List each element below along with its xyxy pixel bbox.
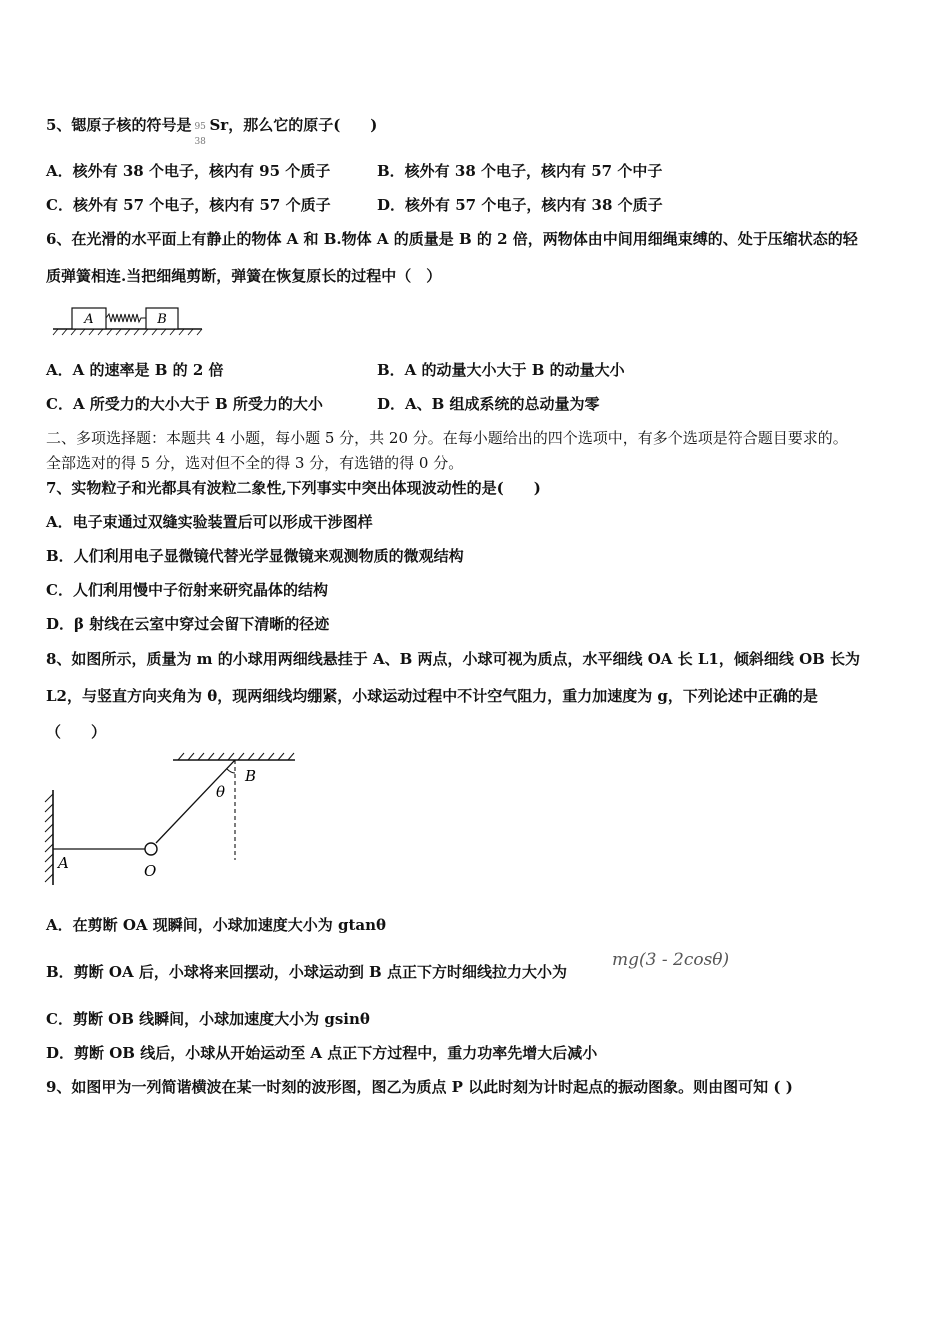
q7-option-b: B．人们利用电子显微镜代替光学显微镜来观测物质的微观结构	[46, 547, 464, 565]
q8-option-b-text: B．剪断 OA 后，小球将来回摆动，小球运动到 B 点正下方时细线拉力大小为	[46, 963, 567, 981]
q6-spring	[106, 314, 146, 322]
q5-option-c: C．核外有 57 个电子，核内有 57 个质子	[46, 196, 331, 214]
q6-block-a-label: A	[84, 312, 94, 327]
q5-prefix: 5、锶原子核的符号是	[46, 116, 192, 134]
q8-label-a: A	[58, 854, 69, 872]
q8-stem-line2: L2，与竖直方向夹角为 θ，现两细线均绷紧，小球运动过程中不计空气阻力，重力加速度为 g，下列论述中正确的是	[46, 687, 818, 705]
q8-option-b-formula: mg(3 - 2cosθ)	[612, 950, 730, 970]
q7-option-c: C．人们利用慢中子衍射来研究晶体的结构	[46, 581, 328, 599]
q6-block-b-label: B	[157, 312, 167, 327]
q8-ceiling-hatch	[178, 753, 294, 760]
q6-ground-hatch	[53, 329, 202, 335]
q6-option-b: B．A 的动量大小大于 B 的动量大小	[377, 361, 625, 379]
q6-stem-line2: 质弹簧相连.当把细绳剪断，弹簧在恢复原长的过程中（ ）	[46, 267, 442, 285]
q7-option-d: D．β 射线在云室中穿过会留下清晰的径迹	[46, 615, 330, 633]
q8-angle-arc	[227, 769, 235, 773]
q5-atomic-number: 38	[194, 137, 206, 147]
q8-string-ob	[156, 760, 235, 843]
q5-suffix: ，那么它的原子( )	[228, 116, 378, 134]
q5-mass-number: 95	[194, 122, 206, 132]
q6-stem-line1: 6、在光滑的水平面上有静止的物体 A 和 B.物体 A 的质量是 B 的 2 倍，两物体由中间用细绳束缚的、处于压缩状态的轻	[46, 230, 858, 248]
q5-option-d: D．核外有 57 个电子，核内有 38 个质子	[377, 196, 663, 214]
q8-stem-line3: （ ）	[46, 723, 107, 741]
q7-stem: 7、实物粒子和光都具有波粒二象性,下列事实中突出体现波动性的是( )	[46, 479, 541, 497]
q5-option-a: A．核外有 38 个电子，核内有 95 个质子	[46, 162, 331, 180]
q8-label-o: O	[144, 862, 157, 880]
q8-option-a: A．在剪断 OA 现瞬间，小球加速度大小为 gtanθ	[46, 916, 387, 934]
q8-ball	[145, 843, 157, 855]
q8-label-b: B	[245, 767, 257, 785]
q6-option-a: A．A 的速率是 B 的 2 倍	[46, 361, 224, 379]
q5-option-b: B．核外有 38 个电子，核内有 57 个中子	[377, 162, 663, 180]
q5-stem	[46, 115, 378, 147]
q6-spring-figure	[50, 300, 210, 338]
q6-option-d: D．A、B 组成系统的总动量为零	[377, 395, 600, 413]
q9-stem: 9、如图甲为一列简谐横波在某一时刻的波形图，图乙为质点 P 以此时刻为计时起点的振动图象。则由图可知 ( )	[46, 1078, 793, 1096]
q8-label-theta: θ	[216, 783, 226, 801]
q8-option-c: C．剪断 OB 线瞬间，小球加速度大小为 gsinθ	[46, 1010, 370, 1028]
section2-heading-line1: 二、多项选择题：本题共 4 小题，每小题 5 分，共 20 分。在每小题给出的四个选项中，有多个选项是符合题目要求的。	[46, 429, 848, 447]
q7-option-a: A．电子束通过双缝实验装置后可以形成干涉图样	[46, 513, 373, 531]
q8-option-b	[46, 962, 567, 982]
q6-option-c: C．A 所受力的大小大于 B 所受力的大小	[46, 395, 323, 413]
q8-pendulum-figure	[40, 750, 305, 885]
q5-symbol: Sr	[209, 116, 229, 134]
q8-wall-hatch	[45, 794, 53, 882]
q8-option-d: D．剪断 OB 线后，小球从开始运动至 A 点正下方过程中，重力功率先增大后减小	[46, 1044, 598, 1062]
q8-stem-line1: 8、如图所示，质量为 m 的小球用两细线悬挂于 A、B 两点，小球可视为质点，水平细线 OA 长 L1，倾斜细线 OB 长为	[46, 650, 861, 668]
section2-heading-line2: 全部选对的得 5 分，选对但不全的得 3 分，有选错的得 0 分。	[46, 454, 464, 472]
